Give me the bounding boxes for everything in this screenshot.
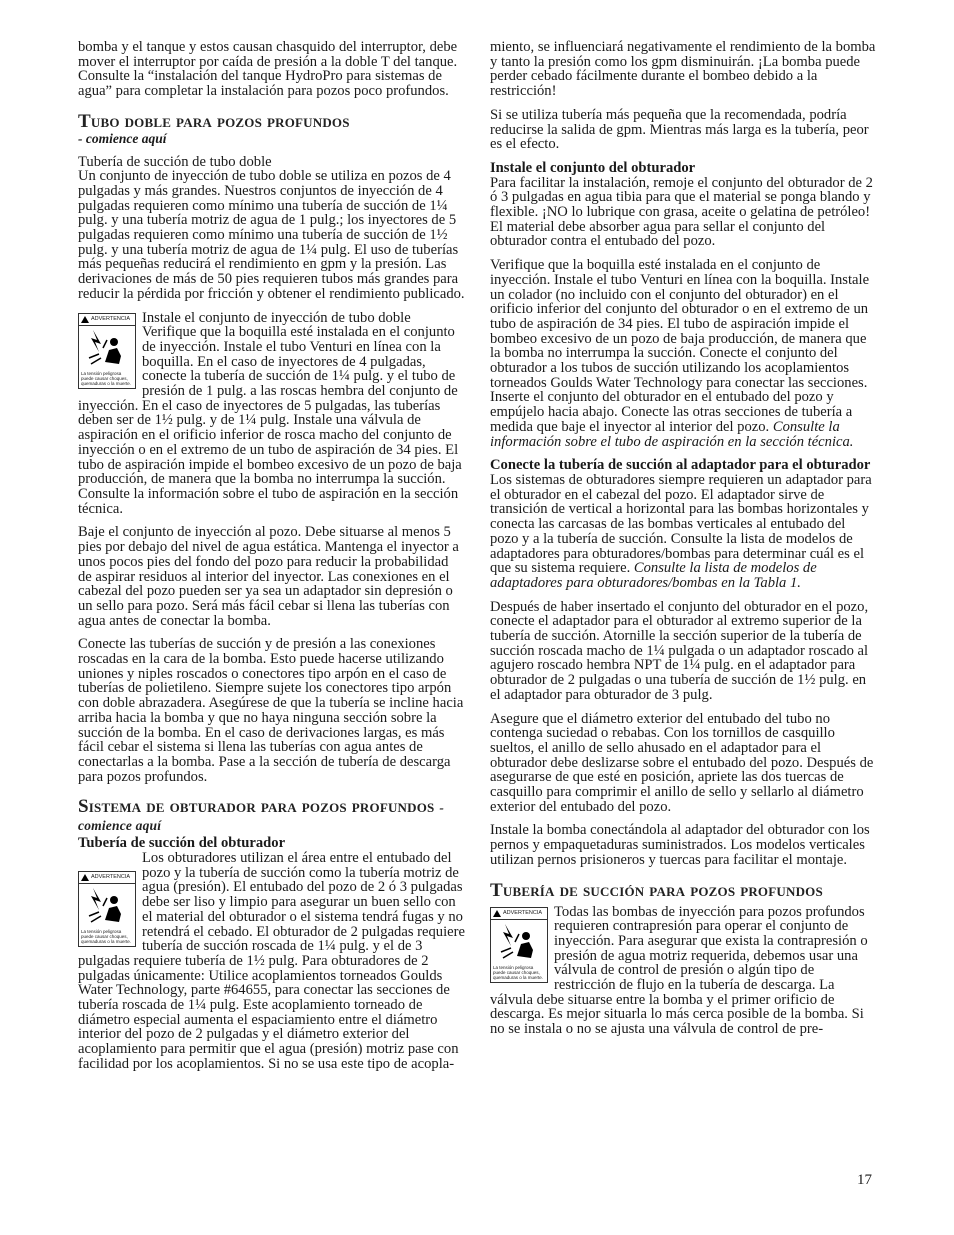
right-column [490,40,877,1046]
section-heading-twin-pipe: Tubo doble para pozos profundos [78,110,350,132]
warning-label [78,313,136,389]
paragraph: Verifique que la boquilla esté instalada en el conjunto de inyección. Instale el tubo Venturi en línea con la boquilla. Instale un colador (no incluido con el conjunto del obturador) en el orificio inferior del conjunto del obturador o en el extremo de un tubo de aspiración de 34 pies. El tubo de aspiración impide el bombeo excesivo de un pozo de baja producción, de manera que la bomba no interrumpa la succión. Conecte el conjunto del obturador a los tubos de succión utilizando los acoplamientos torneados Goulds Water Technology para conectar las secciones. Inserte el conjunto del obturador en el entubado del pozo y empújelo hacia abajo. Conecte las otras secciones de tubería a medida que baje el inyector al interior del pozo. Consulte la información sobre el tubo de aspiración en la sección técnica. [490,257,870,450]
paragraph-heading: Instale el conjunto del obturador [490,159,696,176]
paragraph: Los obturadores utilizan el área entre el entubado del pozo y la tubería de succión como la tubería motriz de agua (presión). El entubado del pozo de 2 ó 3 pulgadas debe ser liso y limpio para asegurar un buen sello con el material del obturador o el sistema tendrá fugas y no retendrá el cebado. El obturador de 2 pulgadas requiere tubería de succión roscada de 1¼ pulg. y el de 3 pulgadas requiere tubería de 1½ pulg. Para obturadores de 2 pulgadas únicamente: Utilice acoplamientos torneados Goulds Water Technology, parte #64655, para conectar las secciones de tubería roscada de 1¼ pulg. Este acoplamiento torneado de diámetro especial aumenta el espaciamiento entre el diámetro interior del pozo de 2 pulgadas y el diámetro exterior del acoplamiento para permitir que el agua (presión) motriz pase con facilidad por los acoplamientos. Si no se usa este tipo de acopla- [78,850,465,1072]
paragraph-heading: Tubería de succión de tubo doble [78,153,272,170]
electric-shock-icon [499,922,539,960]
warning-label-title: ADVERTENCIA [91,315,131,322]
paragraph: Si se utiliza tubería más pequeña que la recomendada, podría reducirse la salida de gpm. Mientras más larga es la tubería, peor es el efecto. [490,106,869,153]
paragraph: Asegure que el diámetro exterior del entubado del tubo no contenga suciedad o rebabas. Con los tornillos de casquillo sueltos, el anillo de sello ahusado en el adaptador para el obturador debe deslizarse sobre el entubado del pozo. Después de asegurarse de que esté en posición, apriete las dos tuercas de casquillo para comprimir el anillo de sello y sellarlo al diámetro exterior del entubado del pozo. [490,710,874,815]
warning-label-title: ADVERTENCIA [91,874,131,881]
warning-label-title: ADVERTENCIA [503,909,543,916]
electric-shock-icon [87,886,127,924]
paragraph: Todas las bombas de inyección para pozos profundos requieren contrapresión para operar el conjunto de inyección. Para asegurar que exista la contrapresión o presión de agua motriz requerida, debemos usar una válvula de control de presión o algún tipo de restricción de flujo en la tubería de descarga. La válvula debe situarse entre la bomba y el primer orificio de descarga. Es mejor situarla lo más cerca posible de la bomba. Si no se instala o no se ajusta una válvula de control de pre- [490,903,868,1038]
electric-shock-icon [87,328,127,366]
paragraph-heading: Tubería de succión del obturador [78,835,286,852]
paragraph: Conecte las tuberías de succión y de presión a las conexiones roscadas en la cara de la bomba. Esto puede hacerse utilizando uniones y niples roscados o conectores tipo arpón en el caso de tuberías de polietileno. Siempre sujete los conectores tipo arpón con doble abrazadera. Asegúrese de que la tubería se incline hacia arriba hacia la bomba y que no haya ninguna sección sobre la succión de la bomba. En el caso de derivaciones largas, es más fácil cebar el sistema si llena las tuberías con agua antes de conectarlas a la bomba. Pase a la sección de tubería de descarga para pozos profundos. [78,636,464,785]
warning-triangle-icon [81,874,89,881]
left-column [78,40,465,1081]
warning-label [490,907,548,983]
paragraph: Un conjunto de inyección de tubo doble se utiliza en pozos de 4 pulgadas y más grandes. Nuestros conjuntos de inyección de 4 pulgadas requieren como mínimo una tubería de succión de 1¼ pulg. y una tubería motriz de agua de 1 pulg.; los inyectores de 5 pulgadas requieren como mínimo una tubería de succión de 1½ pulg. y una tubería motriz de agua de 1¼ pulg. El uso de tuberías más pequeñas reducirá el rendimiento en gpm y la presión. Las derivaciones de más de 50 pies requieren tubos más grandes para reducir la pérdida por fricción y obtener el rendimiento publicado. [78,168,465,302]
section-subheading: - comience aquí [78,130,167,146]
warning-label [78,871,136,947]
section-heading-suction: Tubería de succión para pozos profundos [490,879,823,901]
paragraph: Después de haber insertado el conjunto del obturador en el pozo, conecte el adaptador para el obturador al extremo superior de la tubería de succión. Atornille la sección superior de la tubería de succión roscada macho de 1¼ pulgada o un adaptador roscado al agujero roscado hembra NPT de 1¼ pulg. en el adaptador para obturador de 2 pulgadas o una tubería de succión de 1½ pulg. en el adaptador para obturador de 3 pulg. [490,598,869,703]
page-number: 17 [857,1172,872,1188]
warning-triangle-icon [493,910,501,917]
warning-text: La tensión peligrosa puede causar choques, quemaduras o la muerte. [493,964,544,980]
paragraph: bomba y el tanque y estos causan chasquido del interruptor, debe mover el interruptor por caída de presión a la doble T del tanque. Consulte la “instalación del tanque HydroPro para sistemas de agua” para completar la instalación para pozos poco profundos. [78,39,458,100]
warning-triangle-icon [81,316,89,323]
warning-text: La tensión peligrosa puede causar choques, quemaduras o la muerte. [81,370,132,386]
paragraph: Para facilitar la instalación, remoje el conjunto del obturador de 2 ó 3 pulgadas en agua tibia para que el material se ponga blando y flexible. ¡NO lo lubrique con grasa, aceite o gelatina de petróleo! El material debe absorber agua para sellar el conjunto del obturador contra el entubado del pozo. [490,174,873,250]
paragraph-heading: Conecte la tubería de succión al adaptador para el obturador [490,457,871,474]
paragraph: Instale el conjunto de inyección de tubo doble Verifique que la boquilla esté instalada en el conjunto de inyección. Instale el tubo Venturi en línea con la boquilla. En el caso de inyectores de 4 pulgadas, conecte la tubería de succión de 1¼ pulg. y el tubo de presión de 1 pulg. a las roscas hembra del conjunto de inyección. En el caso de inyectores de 5 pulgadas, las tuberías deben ser de 1½ pulg. y de 1¼ pulg. Instale una válvula de aspiración en el orificio inferior de rosca macho del conjunto de inyección o en el extremo de un tubo de aspiración de 34 pies. El tubo de aspiración impide el bombeo excesivo de un pozo de baja producción, de manera que la bomba no interrumpa la succión. Consulte la información sobre el tubo de aspiración en la sección técnica. [78,309,462,517]
warning-text: La tensión peligrosa puede causar choques, quemaduras o la muerte. [81,929,132,945]
paragraph: Baje el conjunto de inyección al pozo. Debe situarse al menos 5 pies por debajo del nivel de agua estática. Mantenga el inyector a unos pocos pies del fondo del pozo para reducir la probabilidad de aspirar residuos al interior del inyector. Las conexiones en el cabezal del pozo pueden ser ya sea un adaptador sin depresión o un sello para pozo. Será más fácil cebar si llena las tuberías con agua antes de conectar la bomba. [78,524,459,629]
section-heading-packer: Sistema de obturador para pozos profundos - comience aquí [78,796,445,834]
paragraph: Los sistemas de obturadores siempre requieren un adaptador para el obturador en el cabezal del pozo. El adaptador sirve de transición de vertical a horizontal para las bombas horizontales y conecta las carcasas de las bombas verticales al entubado del pozo y a la tubería de succión. Consulte la lista de modelos de adaptadores para obturadores/bombas para determinar cuál es el que su sistema requiere. Consulte la lista de modelos de adaptadores para obturadores/bombas en la Tabla 1. [490,471,872,591]
paragraph: miento, se influenciará negativamente el rendimiento de la bomba y tanto la presión como los gpm disminuirán. ¡La bomba puede perder cebado fácilmente durante el bombeo debido a la restricción! [490,39,876,100]
paragraph: Instale la bomba conectándola al adaptador del obturador con los pernos y empaquetaduras suministrados. Los modelos verticales utilizan pernos prisioneros y tuercas para facilitar el montaje. [490,822,870,868]
